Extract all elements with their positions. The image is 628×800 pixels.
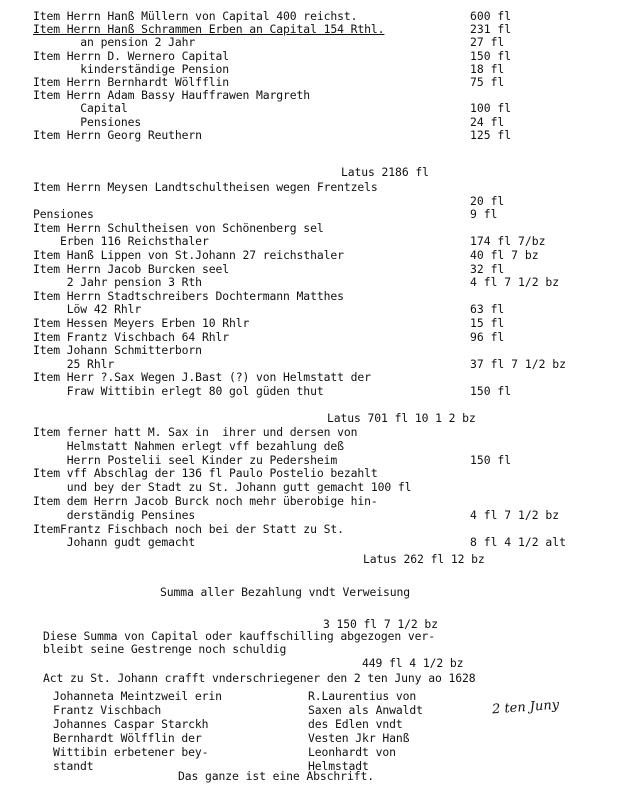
entry-amount: 4 fl 7 1/2 bz bbox=[470, 507, 560, 522]
entry-amount: 231 fl bbox=[470, 22, 512, 37]
entry-text: Erben 116 Reichsthaler bbox=[33, 234, 209, 249]
entry-amount: 24 fl bbox=[470, 114, 505, 129]
entry-amount: 18 fl bbox=[470, 61, 505, 76]
signatory-right: Vesten Jkr Hanß bbox=[308, 731, 410, 745]
remaining-amount: 449 fl 4 1/2 bz bbox=[362, 656, 464, 670]
entry-text: Item dem Herrn Jacob Burck noch mehr überobige hin- bbox=[33, 494, 378, 508]
signatory-right: R.Laurentius von bbox=[308, 689, 417, 703]
entry-text: Item Johann Schmitterborn bbox=[33, 343, 202, 358]
entry-amount: 8 fl 4 1/2 alt bbox=[470, 535, 567, 550]
entry-text: und bey der Stadt zu St. Johann gutt gemacht 100 fl bbox=[33, 480, 412, 495]
entry-amount: 174 fl 7/bz bbox=[470, 234, 546, 249]
entry-amount: 9 fl bbox=[470, 207, 498, 222]
entry-text: ItemFrantz Fischbach noch bei der Statt zu St. bbox=[33, 521, 344, 536]
footer-note: Das ganze ist eine Abschrift. bbox=[178, 769, 374, 783]
entry-amount: 150 fl bbox=[470, 48, 512, 63]
latus-subtotal: Latus 701 fl 10 1 2 bz bbox=[327, 411, 476, 425]
entry-amount: 27 fl bbox=[470, 35, 505, 50]
entry-amount: 32 fl bbox=[470, 261, 505, 276]
entry-text: Item Hanß Lippen von St.Johann 27 reichsthaler bbox=[33, 248, 344, 262]
entry-text: Item Frantz Vischbach 64 Rhlr bbox=[33, 329, 229, 344]
handwritten-date: 2 ten Juny bbox=[491, 697, 560, 718]
act-line: Act zu St. Johann crafft vnderschriegener den 2 ten Juny ao 1628 bbox=[43, 671, 476, 685]
entry-amount: 125 fl bbox=[470, 127, 512, 142]
entry-amount: 37 fl 7 1/2 bz bbox=[470, 356, 567, 371]
entry-amount: 100 fl bbox=[470, 101, 512, 116]
signatory-right: Helmstadt bbox=[308, 759, 369, 773]
entry-amount: 600 fl bbox=[470, 9, 512, 23]
remark-line: bleibt seine Gestrenge noch schuldig bbox=[43, 642, 287, 656]
signatory-right: Saxen als Anwaldt bbox=[308, 703, 423, 717]
entry-text: Item Herrn Adam Bassy Hauffrawen Margreth bbox=[33, 88, 311, 103]
entry-text: Item Herrn Schultheisen von Schönenberg sel bbox=[33, 220, 324, 235]
summa-amount: 3 150 fl 7 1/2 bz bbox=[323, 617, 438, 631]
entry-text: Item Hessen Meyers Erben 10 Rhlr bbox=[33, 316, 250, 330]
entry-text: 2 Jahr pension 3 Rth bbox=[33, 275, 202, 290]
entry-amount: 40 fl 7 bz bbox=[470, 248, 539, 262]
entry-text: kinderständige Pension bbox=[33, 61, 229, 76]
signatory-left: Bernhardt Wölfflin der bbox=[53, 731, 202, 745]
entry-text: derständig Pensines bbox=[33, 507, 196, 522]
summa-heading: Summa aller Bezahlung vndt Verweisung bbox=[160, 585, 411, 599]
latus-subtotal: Latus 262 fl 12 bz bbox=[363, 552, 485, 566]
entry-text: Item Herrn Meysen Landtschultheisen wegen Frentzels bbox=[33, 180, 378, 194]
entry-amount: 150 fl bbox=[470, 384, 512, 398]
signatory-left: Johannes Caspar Starckh bbox=[53, 717, 209, 731]
entry-amount: 63 fl bbox=[470, 302, 505, 317]
entry-text: Herrn Postelii seel Kinder zu Pedersheim bbox=[33, 452, 338, 467]
signatory-left: standt bbox=[53, 759, 94, 773]
entry-text: Johann gudt gemacht bbox=[33, 535, 196, 550]
signatory-right: des Edlen vndt bbox=[308, 717, 403, 731]
entry-text: Fraw Wittibin erlegt 80 gol güden thut bbox=[33, 384, 324, 398]
entry-text: Item Herrn Hanß Müllern von Capital 400 reichst. bbox=[33, 9, 358, 23]
entry-amount: 20 fl bbox=[470, 193, 505, 208]
remark-line: Diese Summa von Capital oder kauffschilling abgezogen ver- bbox=[43, 629, 435, 643]
entry-text: Löw 42 Rhlr bbox=[33, 302, 142, 317]
entry-text: 25 Rhlr bbox=[33, 356, 115, 371]
entry-text: Pensiones bbox=[33, 114, 142, 129]
entry-text: Item Herrn Stadtschreibers Dochtermann Matthes bbox=[33, 288, 344, 303]
entry-text: Item Herrn Georg Reuthern bbox=[33, 127, 202, 142]
entry-text: Item Herrn Bernhardt Wölfflin bbox=[33, 75, 229, 89]
entry-text: Helmstatt Nahmen erlegt vff bezahlung deß bbox=[33, 438, 344, 453]
entry-text: Item Herr ?.Sax Wegen J.Bast (?) von Helmstatt der bbox=[33, 370, 371, 385]
entry-text: Item Herrn D. Wernero Capital bbox=[33, 48, 229, 63]
entry-text: an pension 2 Jahr bbox=[33, 35, 196, 50]
entry-amount: 150 fl bbox=[470, 452, 512, 467]
entry-text: Capital bbox=[33, 101, 128, 116]
entry-amount: 96 fl bbox=[470, 329, 505, 344]
entry-amount: 15 fl bbox=[470, 316, 505, 330]
entry-text: Pensiones bbox=[33, 207, 94, 222]
signatory-left: Wittibin erbetener bey- bbox=[53, 745, 209, 759]
entry-text: Item vff Abschlag der 136 fl Paulo Postelio bezahlt bbox=[33, 466, 378, 481]
entry-amount: 4 fl 7 1/2 bz bbox=[470, 275, 560, 290]
latus-subtotal: Latus 2186 fl bbox=[341, 165, 429, 179]
signatory-left: Frantz Vischbach bbox=[53, 703, 162, 717]
signatory-left: Johanneta Meintzweil erin bbox=[53, 689, 222, 703]
entry-amount: 75 fl bbox=[470, 75, 505, 89]
entry-text: Item ferner hatt M. Sax in ihrer und dersen von bbox=[33, 425, 358, 439]
signatory-right: Leonhardt von bbox=[308, 745, 396, 759]
entry-text: Item Herrn Jacob Burcken seel bbox=[33, 261, 229, 276]
entry-text: Item Herrn Hanß Schrammen Erben an Capital 154 Rthl. bbox=[33, 22, 385, 37]
